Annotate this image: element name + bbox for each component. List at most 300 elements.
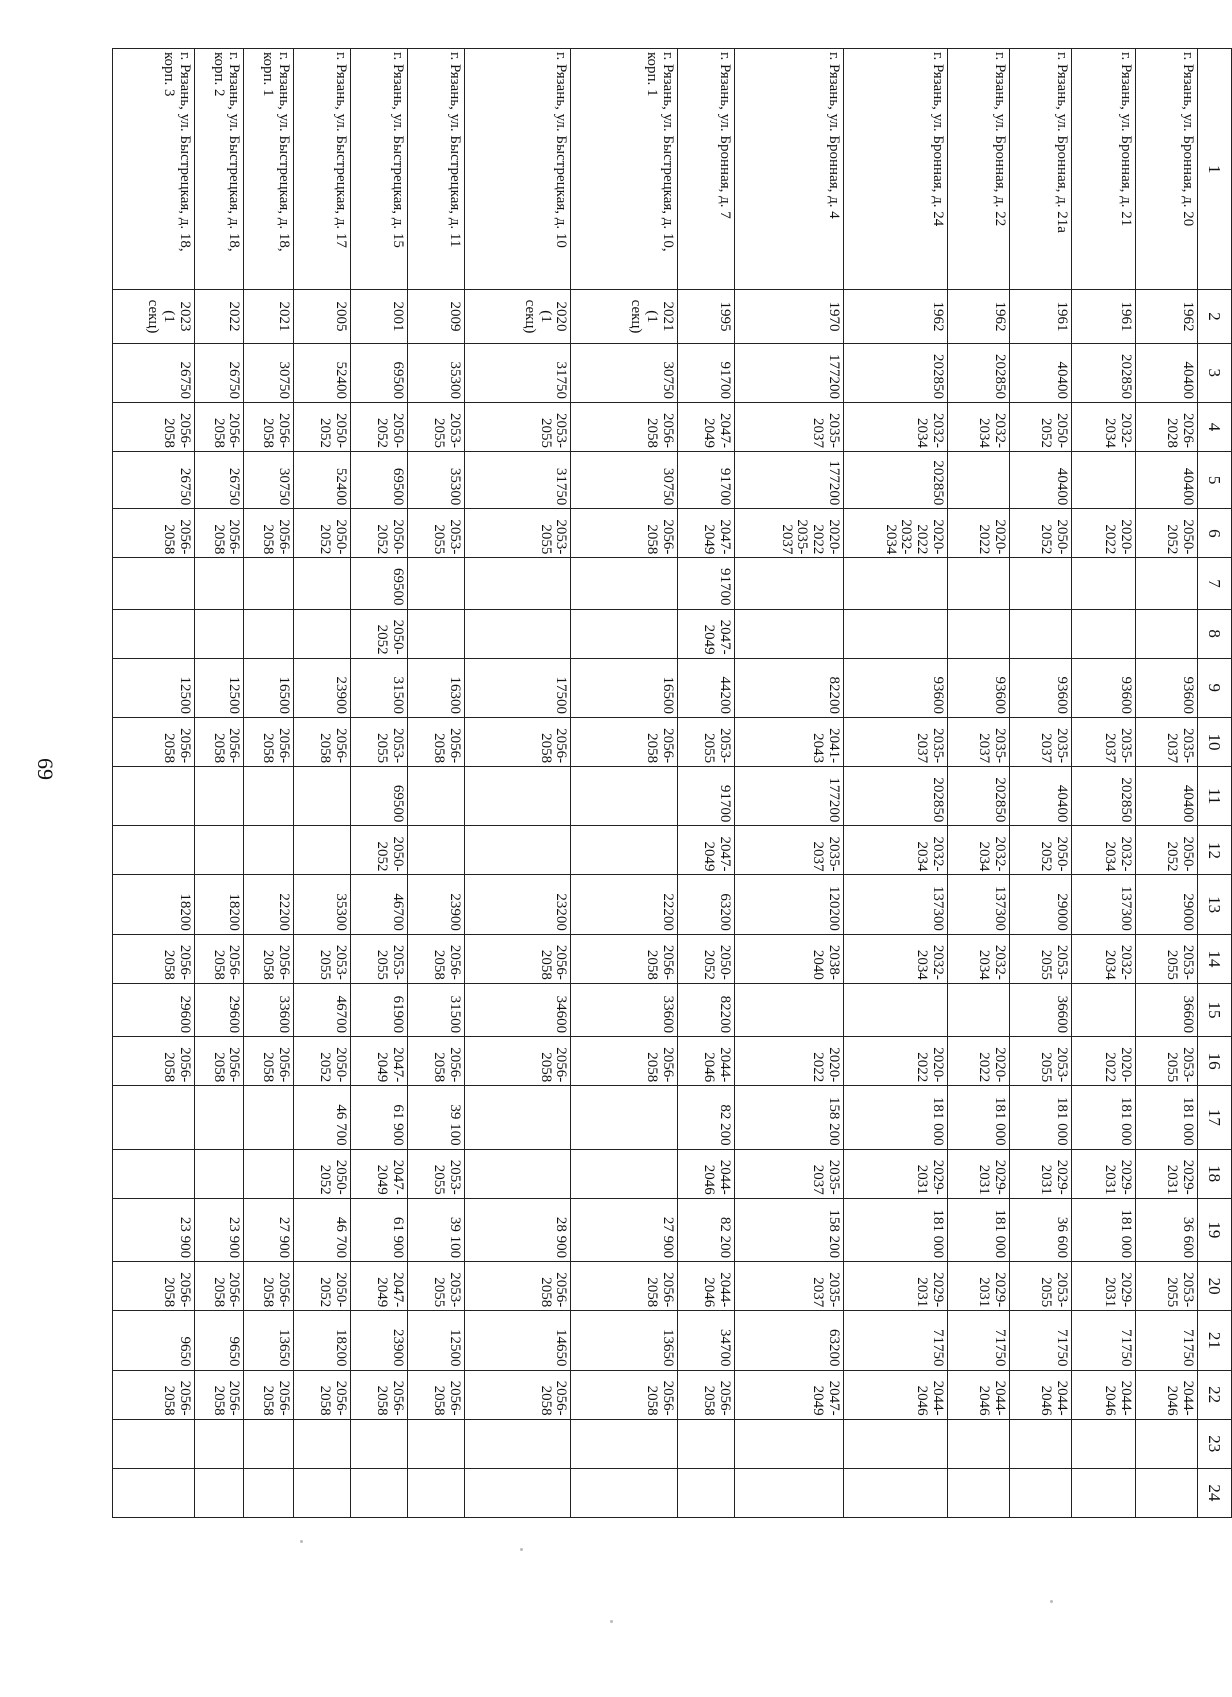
cell-col-20: 2056-2058 bbox=[194, 1262, 244, 1311]
cell-col-23 bbox=[244, 1419, 294, 1468]
cell-col-15 bbox=[947, 983, 1009, 1036]
cell-col-24 bbox=[113, 1468, 195, 1517]
address-cell: г. Рязань, ул. Быстрецкая, д. 15 bbox=[350, 49, 407, 290]
col-number-19: 19 bbox=[1198, 1198, 1232, 1261]
cell-col-11 bbox=[571, 767, 678, 826]
scan-speck bbox=[300, 1540, 303, 1543]
cell-col-15 bbox=[1071, 983, 1135, 1036]
cell-col-6: 2050-2052 bbox=[1009, 509, 1071, 558]
cell-col-12: 2047-2049 bbox=[677, 826, 734, 875]
cell-col-11 bbox=[407, 767, 464, 826]
cell-col-13: 18200 bbox=[113, 875, 195, 934]
address-cell: г. Рязань, ул. Бронная, д. 21 bbox=[1071, 49, 1135, 290]
cell-col-17 bbox=[571, 1086, 678, 1149]
cell-col-19: 46 700 bbox=[293, 1198, 350, 1261]
cell-col-3: 31750 bbox=[464, 343, 571, 402]
cell-col-10: 2053-2055 bbox=[677, 717, 734, 766]
cell-col-13: 23200 bbox=[464, 875, 571, 934]
cell-col-13: 35300 bbox=[293, 875, 350, 934]
cell-col-20: 2035-2037 bbox=[734, 1262, 843, 1311]
cell-col-16: 2020-2022 bbox=[734, 1037, 843, 1086]
cell-col-5: 30750 bbox=[244, 452, 294, 509]
cell-col-6: 2050-2052 bbox=[1136, 509, 1198, 558]
cell-col-24 bbox=[194, 1468, 244, 1517]
col-number-15: 15 bbox=[1198, 983, 1232, 1036]
cell-col-16: 2056-2058 bbox=[244, 1037, 294, 1086]
cell-col-10: 2041-2043 bbox=[734, 717, 843, 766]
cell-col-12 bbox=[571, 826, 678, 875]
cell-col-22: 2056-2058 bbox=[350, 1370, 407, 1419]
table-row bbox=[677, 49, 734, 1518]
cell-col-9: 93600 bbox=[1009, 658, 1071, 717]
cell-col-9: 16300 bbox=[407, 658, 464, 717]
cell-col-21: 14650 bbox=[464, 1311, 571, 1370]
cell-col-20: 2056-2058 bbox=[113, 1262, 195, 1311]
cell-col-5 bbox=[1071, 452, 1135, 509]
cell-col-13: 18200 bbox=[194, 875, 244, 934]
cell-col-18: 2029-2031 bbox=[1009, 1149, 1071, 1198]
cell-col-16: 2044-2046 bbox=[677, 1037, 734, 1086]
col-number-13: 13 bbox=[1198, 875, 1232, 934]
cell-col-15: 61900 bbox=[350, 983, 407, 1036]
cell-col-15: 29600 bbox=[194, 983, 244, 1036]
col-number-12: 12 bbox=[1198, 826, 1232, 875]
cell-col-3: 40400 bbox=[1009, 343, 1071, 402]
cell-col-8 bbox=[843, 609, 947, 658]
table-row bbox=[1009, 49, 1071, 1518]
cell-col-16: 2056-2058 bbox=[194, 1037, 244, 1086]
cell-col-8 bbox=[734, 609, 843, 658]
cell-col-11: 202850 bbox=[1071, 767, 1135, 826]
cell-col-9: 23900 bbox=[293, 658, 350, 717]
cell-col-5: 26750 bbox=[113, 452, 195, 509]
cell-col-11: 91700 bbox=[677, 767, 734, 826]
cell-col-24 bbox=[677, 1468, 734, 1517]
cell-col-7 bbox=[293, 558, 350, 609]
cell-col-7 bbox=[244, 558, 294, 609]
cell-col-24 bbox=[407, 1468, 464, 1517]
cell-col-4: 2056-2058 bbox=[571, 402, 678, 451]
cell-col-13: 22200 bbox=[571, 875, 678, 934]
table-row bbox=[1136, 49, 1198, 1518]
cell-col-19: 27 900 bbox=[571, 1198, 678, 1261]
col-number-21: 21 bbox=[1198, 1311, 1232, 1370]
cell-col-14: 2056-2058 bbox=[113, 934, 195, 983]
cell-col-19: 181 000 bbox=[1071, 1198, 1135, 1261]
cell-col-6: 2056-2058 bbox=[194, 509, 244, 558]
cell-col-3: 52400 bbox=[293, 343, 350, 402]
cell-col-8 bbox=[464, 609, 571, 658]
cell-col-14: 2032-2034 bbox=[1071, 934, 1135, 983]
col-number-3: 3 bbox=[1198, 343, 1232, 402]
cell-col-7 bbox=[571, 558, 678, 609]
cell-col-14: 2056-2058 bbox=[464, 934, 571, 983]
cell-col-17: 181 000 bbox=[1136, 1086, 1198, 1149]
cell-col-22: 2044-2046 bbox=[843, 1370, 947, 1419]
cell-col-12: 2032-2034 bbox=[843, 826, 947, 875]
cell-col-18: 2029-2031 bbox=[843, 1149, 947, 1198]
cell-col-7 bbox=[1136, 558, 1198, 609]
col-number-10: 10 bbox=[1198, 717, 1232, 766]
cell-col-11: 69500 bbox=[350, 767, 407, 826]
cell-col-10: 2035-2037 bbox=[843, 717, 947, 766]
year-cell: 2021 bbox=[244, 290, 294, 343]
cell-col-17 bbox=[464, 1086, 571, 1149]
address-cell: г. Рязань, ул. Быстрецкая, д. 17 bbox=[293, 49, 350, 290]
cell-col-10: 2056-2058 bbox=[113, 717, 195, 766]
cell-col-19: 158 200 bbox=[734, 1198, 843, 1261]
cell-col-12: 2035-2037 bbox=[734, 826, 843, 875]
cell-col-24 bbox=[843, 1468, 947, 1517]
cell-col-5: 26750 bbox=[194, 452, 244, 509]
cell-col-11 bbox=[113, 767, 195, 826]
cell-col-18: 2047-2049 bbox=[350, 1149, 407, 1198]
cell-col-12 bbox=[407, 826, 464, 875]
cell-col-22: 2056-2058 bbox=[244, 1370, 294, 1419]
cell-col-5: 91700 bbox=[677, 452, 734, 509]
cell-col-19: 61 900 bbox=[350, 1198, 407, 1261]
cell-col-23 bbox=[1009, 1419, 1071, 1468]
col-number-16: 16 bbox=[1198, 1037, 1232, 1086]
cell-col-3: 91700 bbox=[677, 343, 734, 402]
cell-col-7 bbox=[843, 558, 947, 609]
cell-col-23 bbox=[947, 1419, 1009, 1468]
cell-col-23 bbox=[350, 1419, 407, 1468]
cell-col-6: 2047-2049 bbox=[677, 509, 734, 558]
cell-col-5: 52400 bbox=[293, 452, 350, 509]
cell-col-16: 2053-2055 bbox=[1136, 1037, 1198, 1086]
address-cell: г. Рязань, ул. Бронная, д. 20 bbox=[1136, 49, 1198, 290]
cell-col-19: 82 200 bbox=[677, 1198, 734, 1261]
table-row bbox=[194, 49, 244, 1518]
col-number-8: 8 bbox=[1198, 609, 1232, 658]
cell-col-11: 202850 bbox=[947, 767, 1009, 826]
cell-col-8 bbox=[947, 609, 1009, 658]
cell-col-10: 2035-2037 bbox=[1009, 717, 1071, 766]
cell-col-13: 63200 bbox=[677, 875, 734, 934]
cell-col-22: 2056-2058 bbox=[571, 1370, 678, 1419]
cell-col-19: 181 000 bbox=[947, 1198, 1009, 1261]
cell-col-19: 27 900 bbox=[244, 1198, 294, 1261]
cell-col-10: 2056-2058 bbox=[571, 717, 678, 766]
cell-col-19: 181 000 bbox=[843, 1198, 947, 1261]
cell-col-22: 2044-2046 bbox=[947, 1370, 1009, 1419]
cell-col-3: 177200 bbox=[734, 343, 843, 402]
cell-col-14: 2056-2058 bbox=[571, 934, 678, 983]
year-cell: 2021 (1 секц) bbox=[571, 290, 678, 343]
cell-col-15 bbox=[734, 983, 843, 1036]
cell-col-15: 82200 bbox=[677, 983, 734, 1036]
cell-col-20: 2053-2055 bbox=[407, 1262, 464, 1311]
cell-col-17: 61 900 bbox=[350, 1086, 407, 1149]
cell-col-23 bbox=[571, 1419, 678, 1468]
scan-speck bbox=[1050, 1600, 1053, 1603]
cell-col-7 bbox=[1009, 558, 1071, 609]
cell-col-10: 2035-2037 bbox=[1136, 717, 1198, 766]
cell-col-20: 2029-2031 bbox=[947, 1262, 1009, 1311]
cell-col-22: 2056-2058 bbox=[113, 1370, 195, 1419]
cell-col-5: 31750 bbox=[464, 452, 571, 509]
cell-col-16: 2050-2052 bbox=[293, 1037, 350, 1086]
cell-col-8 bbox=[1071, 609, 1135, 658]
cell-col-3: 35300 bbox=[407, 343, 464, 402]
col-number-20: 20 bbox=[1198, 1262, 1232, 1311]
cell-col-6: 2050-2052 bbox=[350, 509, 407, 558]
cell-col-9: 12500 bbox=[194, 658, 244, 717]
cell-col-20: 2047-2049 bbox=[350, 1262, 407, 1311]
cell-col-4: 2056-2058 bbox=[113, 402, 195, 451]
cell-col-4: 2032-2034 bbox=[843, 402, 947, 451]
cell-col-8 bbox=[194, 609, 244, 658]
cell-col-9: 31500 bbox=[350, 658, 407, 717]
cell-col-5: 177200 bbox=[734, 452, 843, 509]
cell-col-18 bbox=[194, 1149, 244, 1198]
cell-col-8 bbox=[1136, 609, 1198, 658]
table-row bbox=[571, 49, 678, 1518]
cell-col-9: 44200 bbox=[677, 658, 734, 717]
table-row bbox=[464, 49, 571, 1518]
cell-col-11 bbox=[244, 767, 294, 826]
cell-col-18 bbox=[464, 1149, 571, 1198]
cell-col-3: 202850 bbox=[947, 343, 1009, 402]
cell-col-18: 2035-2037 bbox=[734, 1149, 843, 1198]
cell-col-21: 9650 bbox=[194, 1311, 244, 1370]
cell-col-5: 40400 bbox=[1136, 452, 1198, 509]
cell-col-12: 2032-2034 bbox=[947, 826, 1009, 875]
cell-col-24 bbox=[1009, 1468, 1071, 1517]
col-number-17: 17 bbox=[1198, 1086, 1232, 1149]
address-cell: г. Рязань, ул. Бронная, д. 7 bbox=[677, 49, 734, 290]
cell-col-13: 29000 bbox=[1009, 875, 1071, 934]
year-cell: 2020 (1 секц) bbox=[464, 290, 571, 343]
cell-col-22: 2056-2058 bbox=[677, 1370, 734, 1419]
cell-col-10: 2053-2055 bbox=[350, 717, 407, 766]
cell-col-15: 33600 bbox=[244, 983, 294, 1036]
table-row bbox=[1071, 49, 1135, 1518]
cell-col-22: 2044-2046 bbox=[1009, 1370, 1071, 1419]
cell-col-7 bbox=[1071, 558, 1135, 609]
cell-col-14: 2053-2055 bbox=[1009, 934, 1071, 983]
cell-col-10: 2056-2058 bbox=[407, 717, 464, 766]
cell-col-16: 2056-2058 bbox=[571, 1037, 678, 1086]
cell-col-9: 16500 bbox=[244, 658, 294, 717]
cell-col-9: 93600 bbox=[843, 658, 947, 717]
cell-col-16: 2020-2022 bbox=[947, 1037, 1009, 1086]
capital-repair-table bbox=[112, 48, 1232, 1518]
cell-col-12 bbox=[194, 826, 244, 875]
cell-col-6: 2020-2022 2035-2037 bbox=[734, 509, 843, 558]
cell-col-21: 63200 bbox=[734, 1311, 843, 1370]
cell-col-15: 31500 bbox=[407, 983, 464, 1036]
cell-col-24 bbox=[947, 1468, 1009, 1517]
cell-col-5: 69500 bbox=[350, 452, 407, 509]
table-row bbox=[293, 49, 350, 1518]
year-cell: 1995 bbox=[677, 290, 734, 343]
cell-col-17: 181 000 bbox=[947, 1086, 1009, 1149]
cell-col-7 bbox=[947, 558, 1009, 609]
rotated-table-wrapper bbox=[112, 48, 1232, 1518]
cell-col-4: 2050-2052 bbox=[293, 402, 350, 451]
cell-col-22: 2056-2058 bbox=[407, 1370, 464, 1419]
cell-col-6: 2020-2022 bbox=[947, 509, 1009, 558]
cell-col-22: 2044-2046 bbox=[1071, 1370, 1135, 1419]
cell-col-11 bbox=[293, 767, 350, 826]
cell-col-5: 202850 bbox=[843, 452, 947, 509]
cell-col-9: 82200 bbox=[734, 658, 843, 717]
year-cell: 2001 bbox=[350, 290, 407, 343]
cell-col-9: 17500 bbox=[464, 658, 571, 717]
year-cell: 2005 bbox=[293, 290, 350, 343]
cell-col-24 bbox=[734, 1468, 843, 1517]
col-number-24: 24 bbox=[1198, 1468, 1232, 1517]
year-cell: 1962 bbox=[1136, 290, 1198, 343]
address-cell: г. Рязань, ул. Быстрецкая, д. 18, корп. 3 bbox=[113, 49, 195, 290]
cell-col-14: 2053-2055 bbox=[293, 934, 350, 983]
cell-col-17: 46 700 bbox=[293, 1086, 350, 1149]
col-number-9: 9 bbox=[1198, 658, 1232, 717]
cell-col-3: 202850 bbox=[843, 343, 947, 402]
cell-col-4: 2053-2055 bbox=[464, 402, 571, 451]
cell-col-17 bbox=[194, 1086, 244, 1149]
cell-col-15: 29600 bbox=[113, 983, 195, 1036]
scan-speck bbox=[520, 1548, 523, 1551]
cell-col-14: 2038-2040 bbox=[734, 934, 843, 983]
cell-col-20: 2053-2055 bbox=[1136, 1262, 1198, 1311]
cell-col-21: 71750 bbox=[1009, 1311, 1071, 1370]
cell-col-10: 2035-2037 bbox=[1071, 717, 1135, 766]
cell-col-15: 46700 bbox=[293, 983, 350, 1036]
cell-col-9: 16500 bbox=[571, 658, 678, 717]
cell-col-21: 23900 bbox=[350, 1311, 407, 1370]
cell-col-22: 2056-2058 bbox=[293, 1370, 350, 1419]
cell-col-5 bbox=[947, 452, 1009, 509]
cell-col-20: 2056-2058 bbox=[571, 1262, 678, 1311]
cell-col-13: 120200 bbox=[734, 875, 843, 934]
cell-col-14: 2032-2034 bbox=[843, 934, 947, 983]
cell-col-13: 29000 bbox=[1136, 875, 1198, 934]
col-number-6: 6 bbox=[1198, 509, 1232, 558]
cell-col-12 bbox=[113, 826, 195, 875]
table-row bbox=[350, 49, 407, 1518]
year-cell: 1962 bbox=[843, 290, 947, 343]
cell-col-4: 2032-2034 bbox=[1071, 402, 1135, 451]
cell-col-6: 2053-2055 bbox=[407, 509, 464, 558]
cell-col-3: 26750 bbox=[113, 343, 195, 402]
cell-col-23 bbox=[843, 1419, 947, 1468]
cell-col-14: 2053-2055 bbox=[350, 934, 407, 983]
cell-col-23 bbox=[1071, 1419, 1135, 1468]
cell-col-7 bbox=[194, 558, 244, 609]
address-cell: г. Рязань, ул. Быстрецкая, д. 18, корп. 2 bbox=[194, 49, 244, 290]
col-number-5: 5 bbox=[1198, 452, 1232, 509]
cell-col-8 bbox=[571, 609, 678, 658]
cell-col-21: 71750 bbox=[1136, 1311, 1198, 1370]
cell-col-9: 93600 bbox=[1136, 658, 1198, 717]
cell-col-20: 2029-2031 bbox=[1071, 1262, 1135, 1311]
cell-col-18 bbox=[571, 1149, 678, 1198]
address-cell: г. Рязань, ул. Бронная, д. 24 bbox=[843, 49, 947, 290]
cell-col-18: 2053-2055 bbox=[407, 1149, 464, 1198]
cell-col-4: 2047-2049 bbox=[677, 402, 734, 451]
address-cell: г. Рязань, ул. Быстрецкая, д. 18, корп. 1 bbox=[244, 49, 294, 290]
cell-col-24 bbox=[1071, 1468, 1135, 1517]
cell-col-7: 69500 bbox=[350, 558, 407, 609]
table-row bbox=[244, 49, 294, 1518]
cell-col-9: 12500 bbox=[113, 658, 195, 717]
col-number-1: 1 bbox=[1198, 49, 1232, 290]
cell-col-13: 137300 bbox=[1071, 875, 1135, 934]
cell-col-8 bbox=[1009, 609, 1071, 658]
cell-col-6: 2050-2052 bbox=[293, 509, 350, 558]
cell-col-16: 2020-2022 bbox=[1071, 1037, 1135, 1086]
cell-col-5: 30750 bbox=[571, 452, 678, 509]
year-cell: 1961 bbox=[1009, 290, 1071, 343]
cell-col-7 bbox=[734, 558, 843, 609]
cell-col-21: 18200 bbox=[293, 1311, 350, 1370]
col-number-4: 4 bbox=[1198, 402, 1232, 451]
address-cell: г. Рязань, ул. Быстрецкая, д. 11 bbox=[407, 49, 464, 290]
cell-col-4: 2053-2055 bbox=[407, 402, 464, 451]
scan-speck bbox=[610, 1620, 613, 1623]
cell-col-15: 34600 bbox=[464, 983, 571, 1036]
year-cell: 2023 (1 секц) bbox=[113, 290, 195, 343]
cell-col-10: 2056-2058 bbox=[194, 717, 244, 766]
cell-col-12: 2050-2052 bbox=[350, 826, 407, 875]
cell-col-14: 2053-2055 bbox=[1136, 934, 1198, 983]
cell-col-10: 2056-2058 bbox=[464, 717, 571, 766]
cell-col-19: 36 600 bbox=[1009, 1198, 1071, 1261]
cell-col-16: 2056-2058 bbox=[113, 1037, 195, 1086]
cell-col-15: 33600 bbox=[571, 983, 678, 1036]
cell-col-18 bbox=[244, 1149, 294, 1198]
cell-col-23 bbox=[677, 1419, 734, 1468]
cell-col-6: 2020-2022 2032-2034 bbox=[843, 509, 947, 558]
table-row bbox=[947, 49, 1009, 1518]
table-row bbox=[734, 49, 843, 1518]
cell-col-8 bbox=[113, 609, 195, 658]
cell-col-14: 2056-2058 bbox=[244, 934, 294, 983]
cell-col-7 bbox=[407, 558, 464, 609]
cell-col-23 bbox=[113, 1419, 195, 1468]
column-number-row bbox=[1198, 49, 1232, 1518]
cell-col-13: 23900 bbox=[407, 875, 464, 934]
cell-col-19: 36 600 bbox=[1136, 1198, 1198, 1261]
year-cell: 2009 bbox=[407, 290, 464, 343]
cell-col-17: 39 100 bbox=[407, 1086, 464, 1149]
cell-col-4: 2050-2052 bbox=[350, 402, 407, 451]
cell-col-23 bbox=[1136, 1419, 1198, 1468]
cell-col-9: 93600 bbox=[1071, 658, 1135, 717]
col-number-7: 7 bbox=[1198, 558, 1232, 609]
cell-col-12: 2032-2034 bbox=[1071, 826, 1135, 875]
cell-col-3: 40400 bbox=[1136, 343, 1198, 402]
cell-col-21: 71750 bbox=[1071, 1311, 1135, 1370]
cell-col-11 bbox=[464, 767, 571, 826]
cell-col-3: 69500 bbox=[350, 343, 407, 402]
cell-col-6: 2053-2055 bbox=[464, 509, 571, 558]
cell-col-7 bbox=[464, 558, 571, 609]
cell-col-24 bbox=[571, 1468, 678, 1517]
cell-col-4: 2032-2034 bbox=[947, 402, 1009, 451]
cell-col-19: 39 100 bbox=[407, 1198, 464, 1261]
cell-col-15: 36600 bbox=[1136, 983, 1198, 1036]
year-cell: 1970 bbox=[734, 290, 843, 343]
cell-col-20: 2056-2058 bbox=[464, 1262, 571, 1311]
cell-col-18: 2029-2031 bbox=[1136, 1149, 1198, 1198]
cell-col-18: 2029-2031 bbox=[1071, 1149, 1135, 1198]
address-cell: г. Рязань, ул. Бронная, д. 21а bbox=[1009, 49, 1071, 290]
cell-col-18 bbox=[113, 1149, 195, 1198]
